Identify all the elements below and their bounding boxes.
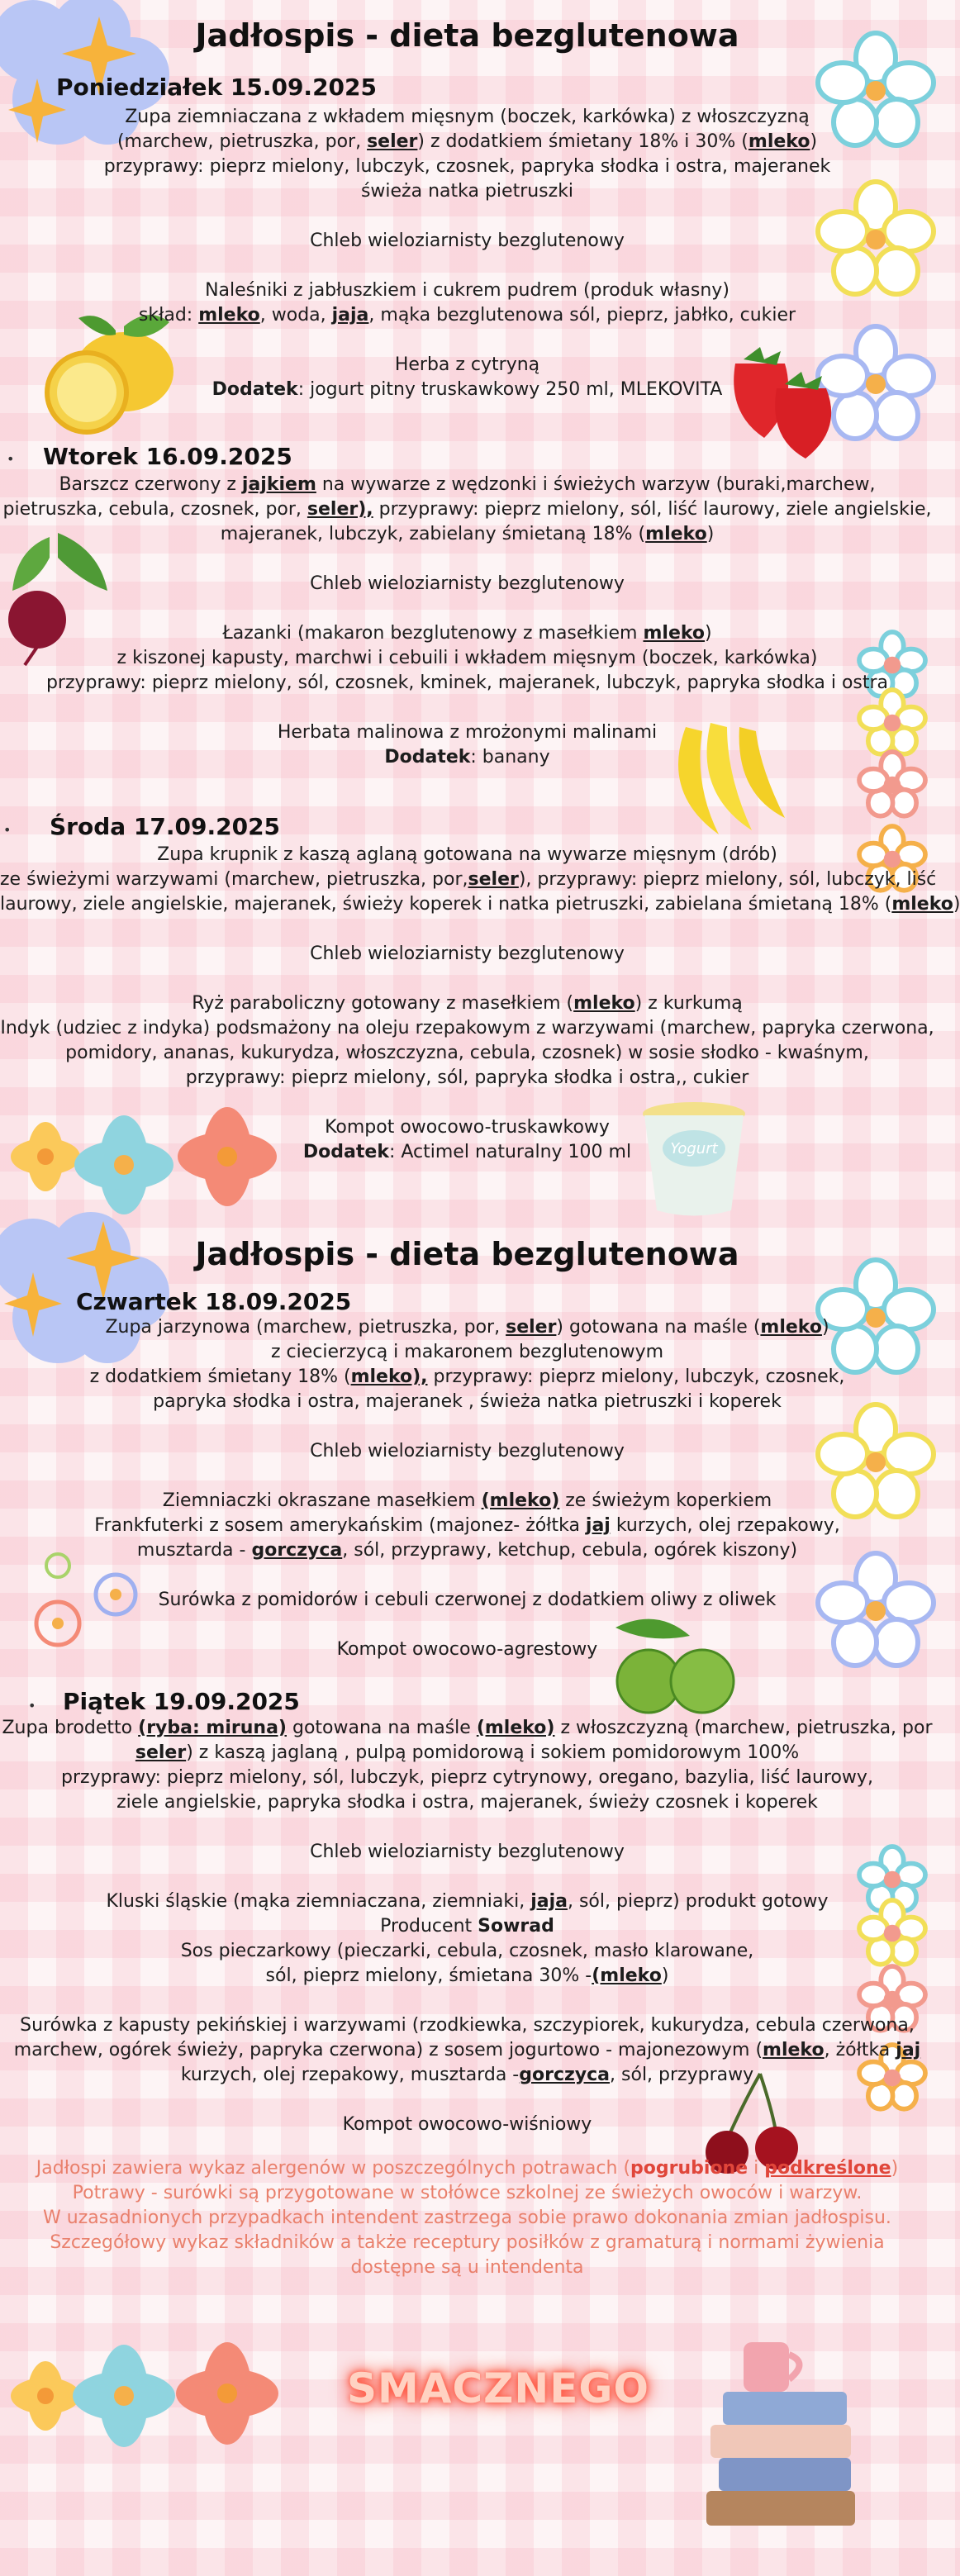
menu-line [0, 1815, 934, 1840]
bullet-dot: • [7, 451, 15, 467]
menu-line [0, 1716, 934, 1741]
wednesday-menu [0, 843, 960, 1165]
text-segment: przyprawy: pieprz mielony, lubczyk, czosnek, [427, 1366, 845, 1387]
text-segment: ) [891, 2158, 899, 2179]
menu-line [0, 867, 937, 892]
menu-line [0, 1766, 934, 1790]
menu-line [0, 1390, 934, 1414]
menu-line [0, 497, 934, 522]
note-highlight: pogrubione [630, 2158, 749, 2179]
text-segment: marchew, ogórek świeży, papryka czerwona) z sosem jogurtowo - majonezowym ( [13, 2040, 763, 2060]
bold-label: Sowrad [478, 1916, 554, 1937]
menu-line [0, 2156, 934, 2181]
menu-line [0, 229, 934, 254]
text-segment: W uzasadnionych przypadkach intendent zastrzega sobie prawo dokonania zmian jadłospisu. [43, 2208, 891, 2228]
menu-title: Jadłospis - dieta bezglutenowa [195, 1236, 739, 1272]
text-segment: ) z kaszą jaglaną , pulpą pomidorową i sokiem pomidorowym 100% [186, 1742, 800, 1763]
text-segment: , sól, pieprz) produkt gotowy [567, 1891, 829, 1912]
menu-line [0, 2255, 934, 2280]
menu-line [0, 179, 934, 204]
text-segment: , żółtka [824, 2040, 896, 2060]
menu-line [0, 1066, 934, 1091]
text-segment: Naleśniki z jabłuszkiem i cukrem pudrem (produk własny) [205, 280, 730, 301]
smacznego-neon-text: SMACZNEGO [347, 2365, 649, 2412]
allergen-mark: gorczyca [519, 2065, 611, 2085]
menu-line [0, 353, 934, 378]
text-segment: z ciecierzycą i makaronem bezglutenowym [270, 1342, 664, 1362]
text-segment: (marchew, pietruszka, por, [116, 131, 368, 152]
menu-title: Jadłospis - dieta bezglutenowa [195, 17, 739, 54]
friday-menu [0, 1716, 934, 2137]
allergen-mark: (mleko) [476, 1718, 555, 1738]
text-segment: przyprawy: pieprz mielony, sól, czosnek, kminek, majeranek, lubczyk, papryka słodka i ostra [45, 673, 889, 693]
menu-line [0, 1588, 934, 1613]
text-segment: Surówka z kapusty pekińskiej i warzywami (rzodkiewka, szczypiorek, kukurydza, cebula czerwona, [20, 2015, 915, 2036]
allergen-mark: mleko [763, 2040, 825, 2060]
text-segment: pietruszka, cebula, czosnek, por, [2, 499, 307, 520]
day-heading-thursday: Czwartek 18.09.2025 [76, 1288, 352, 1315]
menu-line [0, 1964, 934, 1989]
menu-line [0, 522, 934, 547]
allergen-mark: mleko [748, 131, 810, 152]
text-segment: ) [661, 1965, 669, 1986]
allergen-mark: mleko [760, 1317, 822, 1338]
text-segment: kurzych, olej rzepakowy, musztarda - [180, 2065, 520, 2085]
allergen-mark: (ryba: miruna) [138, 1718, 287, 1738]
menu-line [0, 1315, 934, 1340]
text-segment: Chleb wieloziarnisty bezglutenowy [310, 1842, 625, 1862]
text-segment: : jogurt pitny truskawkowy 250 ml, MLEKOVITA [297, 379, 723, 400]
text-segment: ) [706, 524, 715, 544]
text-segment: Szczegółowy wykaz składników a także receptury posiłków z gramaturą i normami żywienia [50, 2232, 885, 2253]
menu-line [0, 303, 934, 328]
text-segment: Kompot owocowo-agrestowy [336, 1639, 598, 1660]
text-segment: ziele angielskie, papryka słodka i ostra, majeranek, świeży czosnek i koperek [116, 1792, 818, 1813]
text-segment: z dodatkiem śmietany 18% ( [89, 1366, 351, 1387]
menu-line [0, 621, 934, 646]
text-segment: przyprawy: pieprz mielony, sól, papryka słodka i ostra,, cukier [185, 1067, 749, 1088]
allergen-mark: mleko [573, 993, 635, 1014]
menu-line [0, 671, 934, 696]
text-segment: Ryż paraboliczny gotowany z masełkiem ( [192, 993, 574, 1014]
menu-line [0, 2231, 934, 2255]
text-segment: ) [953, 894, 960, 915]
allergen-mark: jaj [896, 2040, 921, 2060]
menu-line [0, 1889, 934, 1914]
allergen-mark: (mleko [592, 1965, 662, 1986]
allergen-mark: (mleko) [481, 1490, 560, 1511]
menu-line [0, 1989, 934, 2013]
text-segment: , woda, [259, 305, 332, 326]
text-segment: Chleb wieloziarnisty bezglutenowy [310, 573, 625, 594]
day-heading-wednesday: Środa 17.09.2025 [50, 813, 281, 840]
bold-label: Dodatek [211, 379, 298, 400]
text-segment: Zupa ziemniaczana z wkładem mięsnym (boczek, karkówka) z włoszczyzną [125, 107, 810, 127]
text-segment: pomidory, ananas, kukurydza, włoszczyzna, cebula, czosnek) w sosie słodko - kwaśnym, [65, 1043, 869, 1063]
menu-line [0, 154, 934, 179]
text-segment: Potrawy - surówki są przygotowane w stołówce szkolnej ze świeżych owoców i warzyw. [72, 2183, 863, 2203]
text-segment: Kluski śląskie (mąka ziemniaczana, ziemniaki, [106, 1891, 531, 1912]
text-segment: przyprawy: pieprz mielony, lubczyk, czosnek, papryka słodka i ostra, majeranek [103, 156, 831, 177]
text-segment: majeranek, lubczyk, zabielany śmietaną 18% ( [220, 524, 646, 544]
text-segment: sól, pieprz mielony, śmietana 30% - [265, 1965, 592, 1986]
menu-line [0, 1439, 934, 1464]
menu-line [0, 473, 934, 497]
text-segment: kurzych, olej rzepakowy, [610, 1515, 840, 1536]
allergen-note [0, 2156, 934, 2280]
menu-line [0, 1538, 934, 1563]
text-segment: Zupa brodetto [2, 1718, 139, 1738]
menu-line [0, 596, 934, 621]
allergen-mark: jajkiem [241, 474, 316, 495]
menu-line [0, 2013, 934, 2038]
text-segment: ) z dodatkiem śmietany 18% i 30% ( [417, 131, 749, 152]
text-segment: Zupa jarzynowa (marchew, pietruszka, por, [105, 1317, 506, 1338]
menu-line [0, 1914, 934, 1939]
text-segment: dostępne są u intendenta [350, 2257, 584, 2278]
text-segment: Chleb wieloziarnisty bezglutenowy [310, 1441, 625, 1461]
menu-line [0, 204, 934, 229]
menu-line [0, 2181, 934, 2206]
menu-line [0, 1091, 934, 1115]
menu-line [0, 130, 934, 154]
thursday-menu [0, 1315, 934, 1662]
bold-label: Dodatek [384, 747, 471, 768]
text-segment: gotowana na maśle [286, 1718, 477, 1738]
text-segment: Indyk (udziec z indyka) podsmażony na oleju rzepakowym z warzywami (marchew, papryka czerwona, [0, 1018, 934, 1038]
menu-line [0, 1414, 934, 1439]
text-segment: przyprawy: pieprz mielony, sól, lubczyk, pieprz cytrynowy, oregano, bazylia, liść laurowy, [61, 1767, 873, 1788]
menu-line [0, 2088, 934, 2113]
text-segment: przyprawy: pieprz mielony, sól, liść laurowy, ziele angielskie, [373, 499, 932, 520]
menu-line [0, 1041, 934, 1066]
text-segment: , mąka bezglutenowa sól, pieprz, jabłko, cukier [368, 305, 796, 326]
text-segment: Frankfuterki z sosem amerykańskim (majonez- żółtka [94, 1515, 586, 1536]
text-segment: ), przyprawy: pieprz mielony, sól, lubczyk, liść [518, 869, 937, 890]
menu-line [0, 696, 934, 720]
text-segment: ) [821, 1317, 829, 1338]
text-segment: , sól, przyprawy, ketchup, cebula, ogórek kiszony) [342, 1540, 798, 1561]
menu-line [0, 1365, 934, 1390]
day-heading-tuesday: Wtorek 16.09.2025 [43, 443, 292, 470]
text-segment: ze świeżymi warzywami (marchew, pietruszka, por, [0, 869, 468, 890]
text-segment: Herba z cytryną [394, 354, 540, 375]
day-heading-friday: Piątek 19.09.2025 [63, 1688, 300, 1715]
allergen-mark: seler [468, 869, 519, 890]
text-segment: z kiszonej kapusty, marchwi i cebuili i wkładem mięsnym (boczek, karkówka) [116, 648, 818, 668]
allergen-mark: seler [506, 1317, 557, 1338]
allergen-mark: seler [367, 131, 418, 152]
menu-line [0, 328, 934, 353]
text-segment: ) gotowana na maśle ( [556, 1317, 761, 1338]
allergen-mark: jaja [530, 1891, 568, 1912]
text-segment: ze świeżym koperkiem [559, 1490, 772, 1511]
menu-line [0, 1939, 934, 1964]
menu-line [0, 2206, 934, 2231]
bold-label: Dodatek [302, 1142, 389, 1162]
text-segment: musztarda - [136, 1540, 252, 1561]
note-highlight: podkreślone [764, 2158, 891, 2179]
allergen-mark: seler [135, 1742, 187, 1763]
books-and-mug-icon [698, 2326, 880, 2540]
text-segment: i [748, 2158, 765, 2179]
menu-line [0, 2113, 934, 2137]
text-segment: : Actimel naturalny 100 ml [388, 1142, 632, 1162]
allergen-mark: mleko [198, 305, 260, 326]
menu-line [0, 1563, 934, 1588]
text-segment: Chleb wieloziarnisty bezglutenowy [310, 231, 625, 251]
menu-line [0, 646, 934, 671]
text-segment: , sól, przyprawy [610, 2065, 754, 2085]
bullet-dot: • [3, 822, 12, 838]
text-segment: Surówka z pomidorów i cebuli czerwonej z dodatkiem oliwy z oliwek [158, 1590, 777, 1610]
menu-line [0, 1613, 934, 1637]
text-segment: Jadłospi zawiera wykaz alergenów w poszczególnych potrawach ( [36, 2158, 631, 2179]
allergen-mark: mleko [645, 524, 707, 544]
text-segment: papryka słodka i ostra, majeranek , świeża natka pietruszki i koperek [153, 1391, 782, 1412]
menu-line [0, 1790, 934, 1815]
menu-line [0, 917, 934, 942]
tuesday-menu [0, 473, 934, 770]
bullet-dot: • [28, 1698, 36, 1713]
menu-line [0, 1340, 934, 1365]
text-segment: skład: [138, 305, 199, 326]
text-segment: ) [705, 623, 712, 644]
text-segment: : banany [470, 747, 550, 768]
menu-line [0, 1840, 934, 1865]
menu-line [0, 378, 934, 402]
menu-line [0, 1489, 934, 1514]
menu-line [0, 720, 934, 745]
menu-line [0, 991, 934, 1016]
text-segment: ) z kurkumą [634, 993, 743, 1014]
day-heading-monday: Poniedziałek 15.09.2025 [56, 74, 377, 101]
text-segment: Zupa krupnik z kaszą aglaną gotowana na wywarze mięsnym (drób) [157, 844, 777, 865]
text-segment: ) [810, 131, 818, 152]
menu-line [0, 572, 934, 596]
allergen-mark: mleko), [350, 1366, 428, 1387]
svg-text:Yogurt: Yogurt [670, 1140, 718, 1157]
allergen-mark: jaj [585, 1515, 611, 1536]
menu-line [0, 1514, 934, 1538]
text-segment: Sos pieczarkowy (pieczarki, cebula, czosnek, masło klarowane, [180, 1941, 754, 1961]
text-segment: Kompot owocowo-truskawkowy [325, 1117, 610, 1138]
menu-line [0, 843, 934, 867]
menu-line [0, 892, 960, 917]
menu-line [0, 1464, 934, 1489]
menu-line [0, 2063, 934, 2088]
menu-line [0, 254, 934, 278]
flower-cluster-decoration [0, 2334, 297, 2466]
text-segment: Producent [380, 1916, 478, 1937]
menu-line [0, 967, 934, 991]
allergen-mark: seler), [307, 499, 373, 520]
text-segment: Kompot owocowo-wiśniowy [342, 2114, 592, 2135]
monday-menu [0, 105, 934, 402]
menu-line [0, 2038, 934, 2063]
allergen-mark: jaja [331, 305, 369, 326]
text-segment: laurowy, ziele angielskie, majeranek, świeży koperek i natka pietruszki, zabielana śmietaną 18% ( [0, 894, 892, 915]
menu-line [0, 1865, 934, 1889]
text-segment: Herbata malinowa z mrożonymi malinami [277, 722, 658, 743]
text-segment: Łazanki (makaron bezglutenowy z masełkiem [222, 623, 644, 644]
menu-line [0, 1115, 934, 1140]
allergen-mark: mleko [891, 894, 953, 915]
text-segment: świeża natka pietruszki [360, 181, 574, 202]
text-segment: Chleb wieloziarnisty bezglutenowy [310, 943, 625, 964]
menu-line [0, 1741, 934, 1766]
menu-line [0, 942, 934, 967]
menu-line [0, 745, 934, 770]
menu-line [0, 1016, 934, 1041]
text-segment: Ziemniaczki okraszane masełkiem [162, 1490, 482, 1511]
text-segment: na wywarze z wędzonki i świeżych warzyw (buraki,marchew, [316, 474, 876, 495]
text-segment: z włoszczyzną (marchew, pietruszka, por [554, 1718, 933, 1738]
menu-line [0, 1140, 934, 1165]
text-segment: Barszcz czerwony z [59, 474, 242, 495]
menu-line [0, 1637, 934, 1662]
allergen-mark: gorczyca [251, 1540, 343, 1561]
menu-line [0, 547, 934, 572]
menu-line [0, 278, 934, 303]
allergen-mark: mleko [643, 623, 706, 644]
menu-line [0, 105, 934, 130]
